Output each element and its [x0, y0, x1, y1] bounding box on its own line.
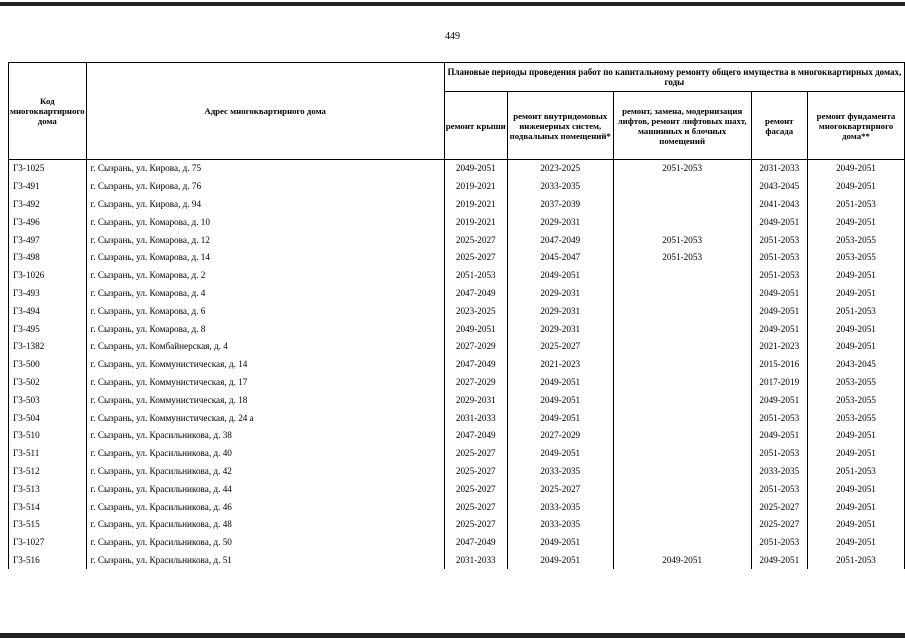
table-row	[9, 516, 905, 534]
systems-period-cell: 2049-2051	[507, 409, 613, 427]
roof-period-cell: 2025-2027	[444, 463, 507, 481]
table-row	[9, 196, 905, 214]
roof-period-cell: 2047-2049	[444, 534, 507, 552]
address-cell: г. Сызрань, ул. Красильникова, д. 48	[86, 516, 444, 534]
roof-period-cell: 2049-2051	[444, 320, 507, 338]
foundation-period-cell: 2049-2051	[807, 534, 904, 552]
foundation-period-cell: 2053-2055	[807, 374, 904, 392]
address-cell: г. Сызрань, ул. Комбайнерская, д. 4	[86, 338, 444, 356]
lifts-period-cell	[613, 338, 751, 356]
roof-period-cell: 2019-2021	[444, 213, 507, 231]
header-code: Код многоквартирного дома	[9, 63, 87, 160]
roof-period-cell: 2019-2021	[444, 178, 507, 196]
roof-period-cell: 2047-2049	[444, 285, 507, 303]
systems-period-cell: 2049-2051	[507, 374, 613, 392]
roof-period-cell: 2031-2033	[444, 409, 507, 427]
facade-period-cell: 2033-2035	[751, 463, 807, 481]
roof-period-cell: 2025-2027	[444, 498, 507, 516]
page-number: 449	[445, 31, 460, 42]
foundation-period-cell: 2049-2051	[807, 338, 904, 356]
facade-period-cell: 2017-2019	[751, 374, 807, 392]
house-code-cell: Г3-493	[9, 285, 87, 303]
header-systems: ремонт внутридомовых инженерных систем, подвальных помещений*	[507, 92, 613, 160]
table-row	[9, 552, 905, 570]
table-row	[9, 498, 905, 516]
foundation-period-cell: 2049-2051	[807, 213, 904, 231]
facade-period-cell: 2031-2033	[751, 160, 807, 178]
house-code-cell: Г3-497	[9, 231, 87, 249]
systems-period-cell: 2049-2051	[507, 445, 613, 463]
table-row	[9, 178, 905, 196]
house-code-cell: Г3-1026	[9, 267, 87, 285]
roof-period-cell: 2027-2029	[444, 338, 507, 356]
facade-period-cell: 2051-2053	[751, 249, 807, 267]
header-roof: ремонт крыши	[444, 92, 507, 160]
foundation-period-cell: 2051-2053	[807, 196, 904, 214]
address-cell: г. Сызрань, ул. Коммунистическая, д. 17	[86, 374, 444, 392]
house-code-cell: Г3-513	[9, 480, 87, 498]
foundation-period-cell: 2053-2055	[807, 249, 904, 267]
systems-period-cell: 2033-2035	[507, 463, 613, 481]
lifts-period-cell	[613, 267, 751, 285]
address-cell: г. Сызрань, ул. Комарова, д. 10	[86, 213, 444, 231]
lifts-period-cell: 2051-2053	[613, 231, 751, 249]
address-cell: г. Сызрань, ул. Комарова, д. 14	[86, 249, 444, 267]
facade-period-cell: 2051-2053	[751, 267, 807, 285]
table-row	[9, 374, 905, 392]
roof-period-cell: 2025-2027	[444, 480, 507, 498]
address-cell: г. Сызрань, ул. Кирова, д. 94	[86, 196, 444, 214]
roof-period-cell: 2025-2027	[444, 249, 507, 267]
table-row	[9, 213, 905, 231]
address-cell: г. Сызрань, ул. Коммунистическая, д. 18	[86, 391, 444, 409]
address-cell: г. Сызрань, ул. Кирова, д. 75	[86, 160, 444, 178]
table-body	[9, 160, 905, 570]
systems-period-cell: 2037-2039	[507, 196, 613, 214]
address-cell: г. Сызрань, ул. Комарова, д. 8	[86, 320, 444, 338]
house-code-cell: Г3-1025	[9, 160, 87, 178]
header-periods-group: Плановые периоды проведения работ по капитальному ремонту общего имущества в многоквартирных домах, годы	[444, 63, 904, 92]
facade-period-cell: 2051-2053	[751, 231, 807, 249]
facade-period-cell: 2041-2043	[751, 196, 807, 214]
systems-period-cell: 2049-2051	[507, 552, 613, 570]
address-cell: г. Сызрань, ул. Комарова, д. 12	[86, 231, 444, 249]
roof-period-cell: 2025-2027	[444, 445, 507, 463]
table-row	[9, 427, 905, 445]
house-code-cell: Г3-512	[9, 463, 87, 481]
house-code-cell: Г3-492	[9, 196, 87, 214]
lifts-period-cell	[613, 516, 751, 534]
table-row	[9, 302, 905, 320]
address-cell: г. Сызрань, ул. Комарова, д. 2	[86, 267, 444, 285]
address-cell: г. Сызрань, ул. Кирова, д. 76	[86, 178, 444, 196]
house-code-cell: Г3-500	[9, 356, 87, 374]
roof-period-cell: 2047-2049	[444, 427, 507, 445]
house-code-cell: Г3-504	[9, 409, 87, 427]
address-cell: г. Сызрань, ул. Красильникова, д. 46	[86, 498, 444, 516]
lifts-period-cell	[613, 445, 751, 463]
systems-period-cell: 2029-2031	[507, 302, 613, 320]
house-code-cell: Г3-514	[9, 498, 87, 516]
lifts-period-cell	[613, 391, 751, 409]
address-cell: г. Сызрань, ул. Красильникова, д. 40	[86, 445, 444, 463]
lifts-period-cell	[613, 196, 751, 214]
foundation-period-cell: 2049-2051	[807, 427, 904, 445]
facade-period-cell: 2049-2051	[751, 552, 807, 570]
facade-period-cell: 2049-2051	[751, 285, 807, 303]
facade-period-cell: 2051-2053	[751, 445, 807, 463]
table-row	[9, 160, 905, 178]
lifts-period-cell: 2051-2053	[613, 160, 751, 178]
lifts-period-cell	[613, 302, 751, 320]
foundation-period-cell: 2043-2045	[807, 356, 904, 374]
table-row	[9, 534, 905, 552]
bottom-border-line	[0, 633, 905, 638]
roof-period-cell: 2025-2027	[444, 516, 507, 534]
systems-period-cell: 2029-2031	[507, 213, 613, 231]
house-code-cell: Г3-496	[9, 213, 87, 231]
lifts-period-cell: 2051-2053	[613, 249, 751, 267]
lifts-period-cell: 2049-2051	[613, 552, 751, 570]
foundation-period-cell: 2051-2053	[807, 302, 904, 320]
foundation-period-cell: 2051-2053	[807, 552, 904, 570]
systems-period-cell: 2021-2023	[507, 356, 613, 374]
lifts-period-cell	[613, 534, 751, 552]
header-facade: ремонт фасада	[751, 92, 807, 160]
systems-period-cell: 2049-2051	[507, 391, 613, 409]
systems-period-cell: 2049-2051	[507, 267, 613, 285]
table-row	[9, 338, 905, 356]
table-row	[9, 391, 905, 409]
house-code-cell: Г3-516	[9, 552, 87, 570]
facade-period-cell: 2049-2051	[751, 427, 807, 445]
roof-period-cell: 2049-2051	[444, 160, 507, 178]
house-code-cell: Г3-498	[9, 249, 87, 267]
systems-period-cell: 2027-2029	[507, 427, 613, 445]
table-row	[9, 267, 905, 285]
address-cell: г. Сызрань, ул. Красильникова, д. 50	[86, 534, 444, 552]
house-code-cell: Г3-1027	[9, 534, 87, 552]
lifts-period-cell	[613, 409, 751, 427]
systems-period-cell: 2029-2031	[507, 285, 613, 303]
address-cell: г. Сызрань, ул. Комарова, д. 6	[86, 302, 444, 320]
facade-period-cell: 2015-2016	[751, 356, 807, 374]
systems-period-cell: 2033-2035	[507, 516, 613, 534]
systems-period-cell: 2025-2027	[507, 338, 613, 356]
facade-period-cell: 2049-2051	[751, 302, 807, 320]
facade-period-cell: 2025-2027	[751, 498, 807, 516]
roof-period-cell: 2019-2021	[444, 196, 507, 214]
lifts-period-cell	[613, 374, 751, 392]
roof-period-cell: 2025-2027	[444, 231, 507, 249]
facade-period-cell: 2049-2051	[751, 213, 807, 231]
roof-period-cell: 2027-2029	[444, 374, 507, 392]
systems-period-cell: 2047-2049	[507, 231, 613, 249]
foundation-period-cell: 2051-2053	[807, 463, 904, 481]
foundation-period-cell: 2049-2051	[807, 320, 904, 338]
house-code-cell: Г3-491	[9, 178, 87, 196]
table-row	[9, 356, 905, 374]
systems-period-cell: 2025-2027	[507, 480, 613, 498]
table-row	[9, 445, 905, 463]
lifts-period-cell	[613, 178, 751, 196]
header-address: Адрес многоквартирного дома	[86, 63, 444, 160]
address-cell: г. Сызрань, ул. Красильникова, д. 42	[86, 463, 444, 481]
address-cell: г. Сызрань, ул. Комарова, д. 4	[86, 285, 444, 303]
table-row	[9, 463, 905, 481]
roof-period-cell: 2031-2033	[444, 552, 507, 570]
facade-period-cell: 2043-2045	[751, 178, 807, 196]
systems-period-cell: 2045-2047	[507, 249, 613, 267]
lifts-period-cell	[613, 213, 751, 231]
lifts-period-cell	[613, 320, 751, 338]
facade-period-cell: 2021-2023	[751, 338, 807, 356]
house-code-cell: Г3-510	[9, 427, 87, 445]
table-row	[9, 320, 905, 338]
table-row	[9, 409, 905, 427]
foundation-period-cell: 2053-2055	[807, 231, 904, 249]
top-border-line	[0, 2, 905, 6]
lifts-period-cell	[613, 356, 751, 374]
facade-period-cell: 2049-2051	[751, 320, 807, 338]
facade-period-cell: 2051-2053	[751, 409, 807, 427]
systems-period-cell: 2029-2031	[507, 320, 613, 338]
table-row	[9, 249, 905, 267]
foundation-period-cell: 2053-2055	[807, 409, 904, 427]
foundation-period-cell: 2049-2051	[807, 480, 904, 498]
roof-period-cell: 2047-2049	[444, 356, 507, 374]
lifts-period-cell	[613, 427, 751, 445]
roof-period-cell: 2023-2025	[444, 302, 507, 320]
address-cell: г. Сызрань, ул. Коммунистическая, д. 24 а	[86, 409, 444, 427]
lifts-period-cell	[613, 498, 751, 516]
house-code-cell: Г3-1382	[9, 338, 87, 356]
systems-period-cell: 2049-2051	[507, 534, 613, 552]
lifts-period-cell	[613, 285, 751, 303]
table-row	[9, 231, 905, 249]
address-cell: г. Сызрань, ул. Красильникова, д. 38	[86, 427, 444, 445]
address-cell: г. Сызрань, ул. Коммунистическая, д. 14	[86, 356, 444, 374]
header-lifts: ремонт, замена, модернизация лифтов, ремонт лифтовых шахт, машинных и блочных помещений	[613, 92, 751, 160]
roof-period-cell: 2029-2031	[444, 391, 507, 409]
house-code-cell: Г3-494	[9, 302, 87, 320]
foundation-period-cell: 2049-2051	[807, 498, 904, 516]
foundation-period-cell: 2049-2051	[807, 516, 904, 534]
facade-period-cell: 2051-2053	[751, 480, 807, 498]
systems-period-cell: 2023-2025	[507, 160, 613, 178]
table-row	[9, 285, 905, 303]
house-code-cell: Г3-515	[9, 516, 87, 534]
capital-repair-table	[8, 62, 905, 569]
lifts-period-cell	[613, 480, 751, 498]
header-foundation: ремонт фундамента многоквартирного дома**	[807, 92, 904, 160]
facade-period-cell: 2051-2053	[751, 534, 807, 552]
house-code-cell: Г3-495	[9, 320, 87, 338]
foundation-period-cell: 2049-2051	[807, 445, 904, 463]
foundation-period-cell: 2053-2055	[807, 391, 904, 409]
house-code-cell: Г3-502	[9, 374, 87, 392]
foundation-period-cell: 2049-2051	[807, 285, 904, 303]
foundation-period-cell: 2049-2051	[807, 160, 904, 178]
lifts-period-cell	[613, 463, 751, 481]
roof-period-cell: 2051-2053	[444, 267, 507, 285]
foundation-period-cell: 2049-2051	[807, 267, 904, 285]
systems-period-cell: 2033-2035	[507, 178, 613, 196]
address-cell: г. Сызрань, ул. Красильникова, д. 44	[86, 480, 444, 498]
table-row	[9, 480, 905, 498]
house-code-cell: Г3-511	[9, 445, 87, 463]
foundation-period-cell: 2049-2051	[807, 178, 904, 196]
systems-period-cell: 2033-2035	[507, 498, 613, 516]
facade-period-cell: 2025-2027	[751, 516, 807, 534]
house-code-cell: Г3-503	[9, 391, 87, 409]
facade-period-cell: 2049-2051	[751, 391, 807, 409]
address-cell: г. Сызрань, ул. Красильникова, д. 51	[86, 552, 444, 570]
